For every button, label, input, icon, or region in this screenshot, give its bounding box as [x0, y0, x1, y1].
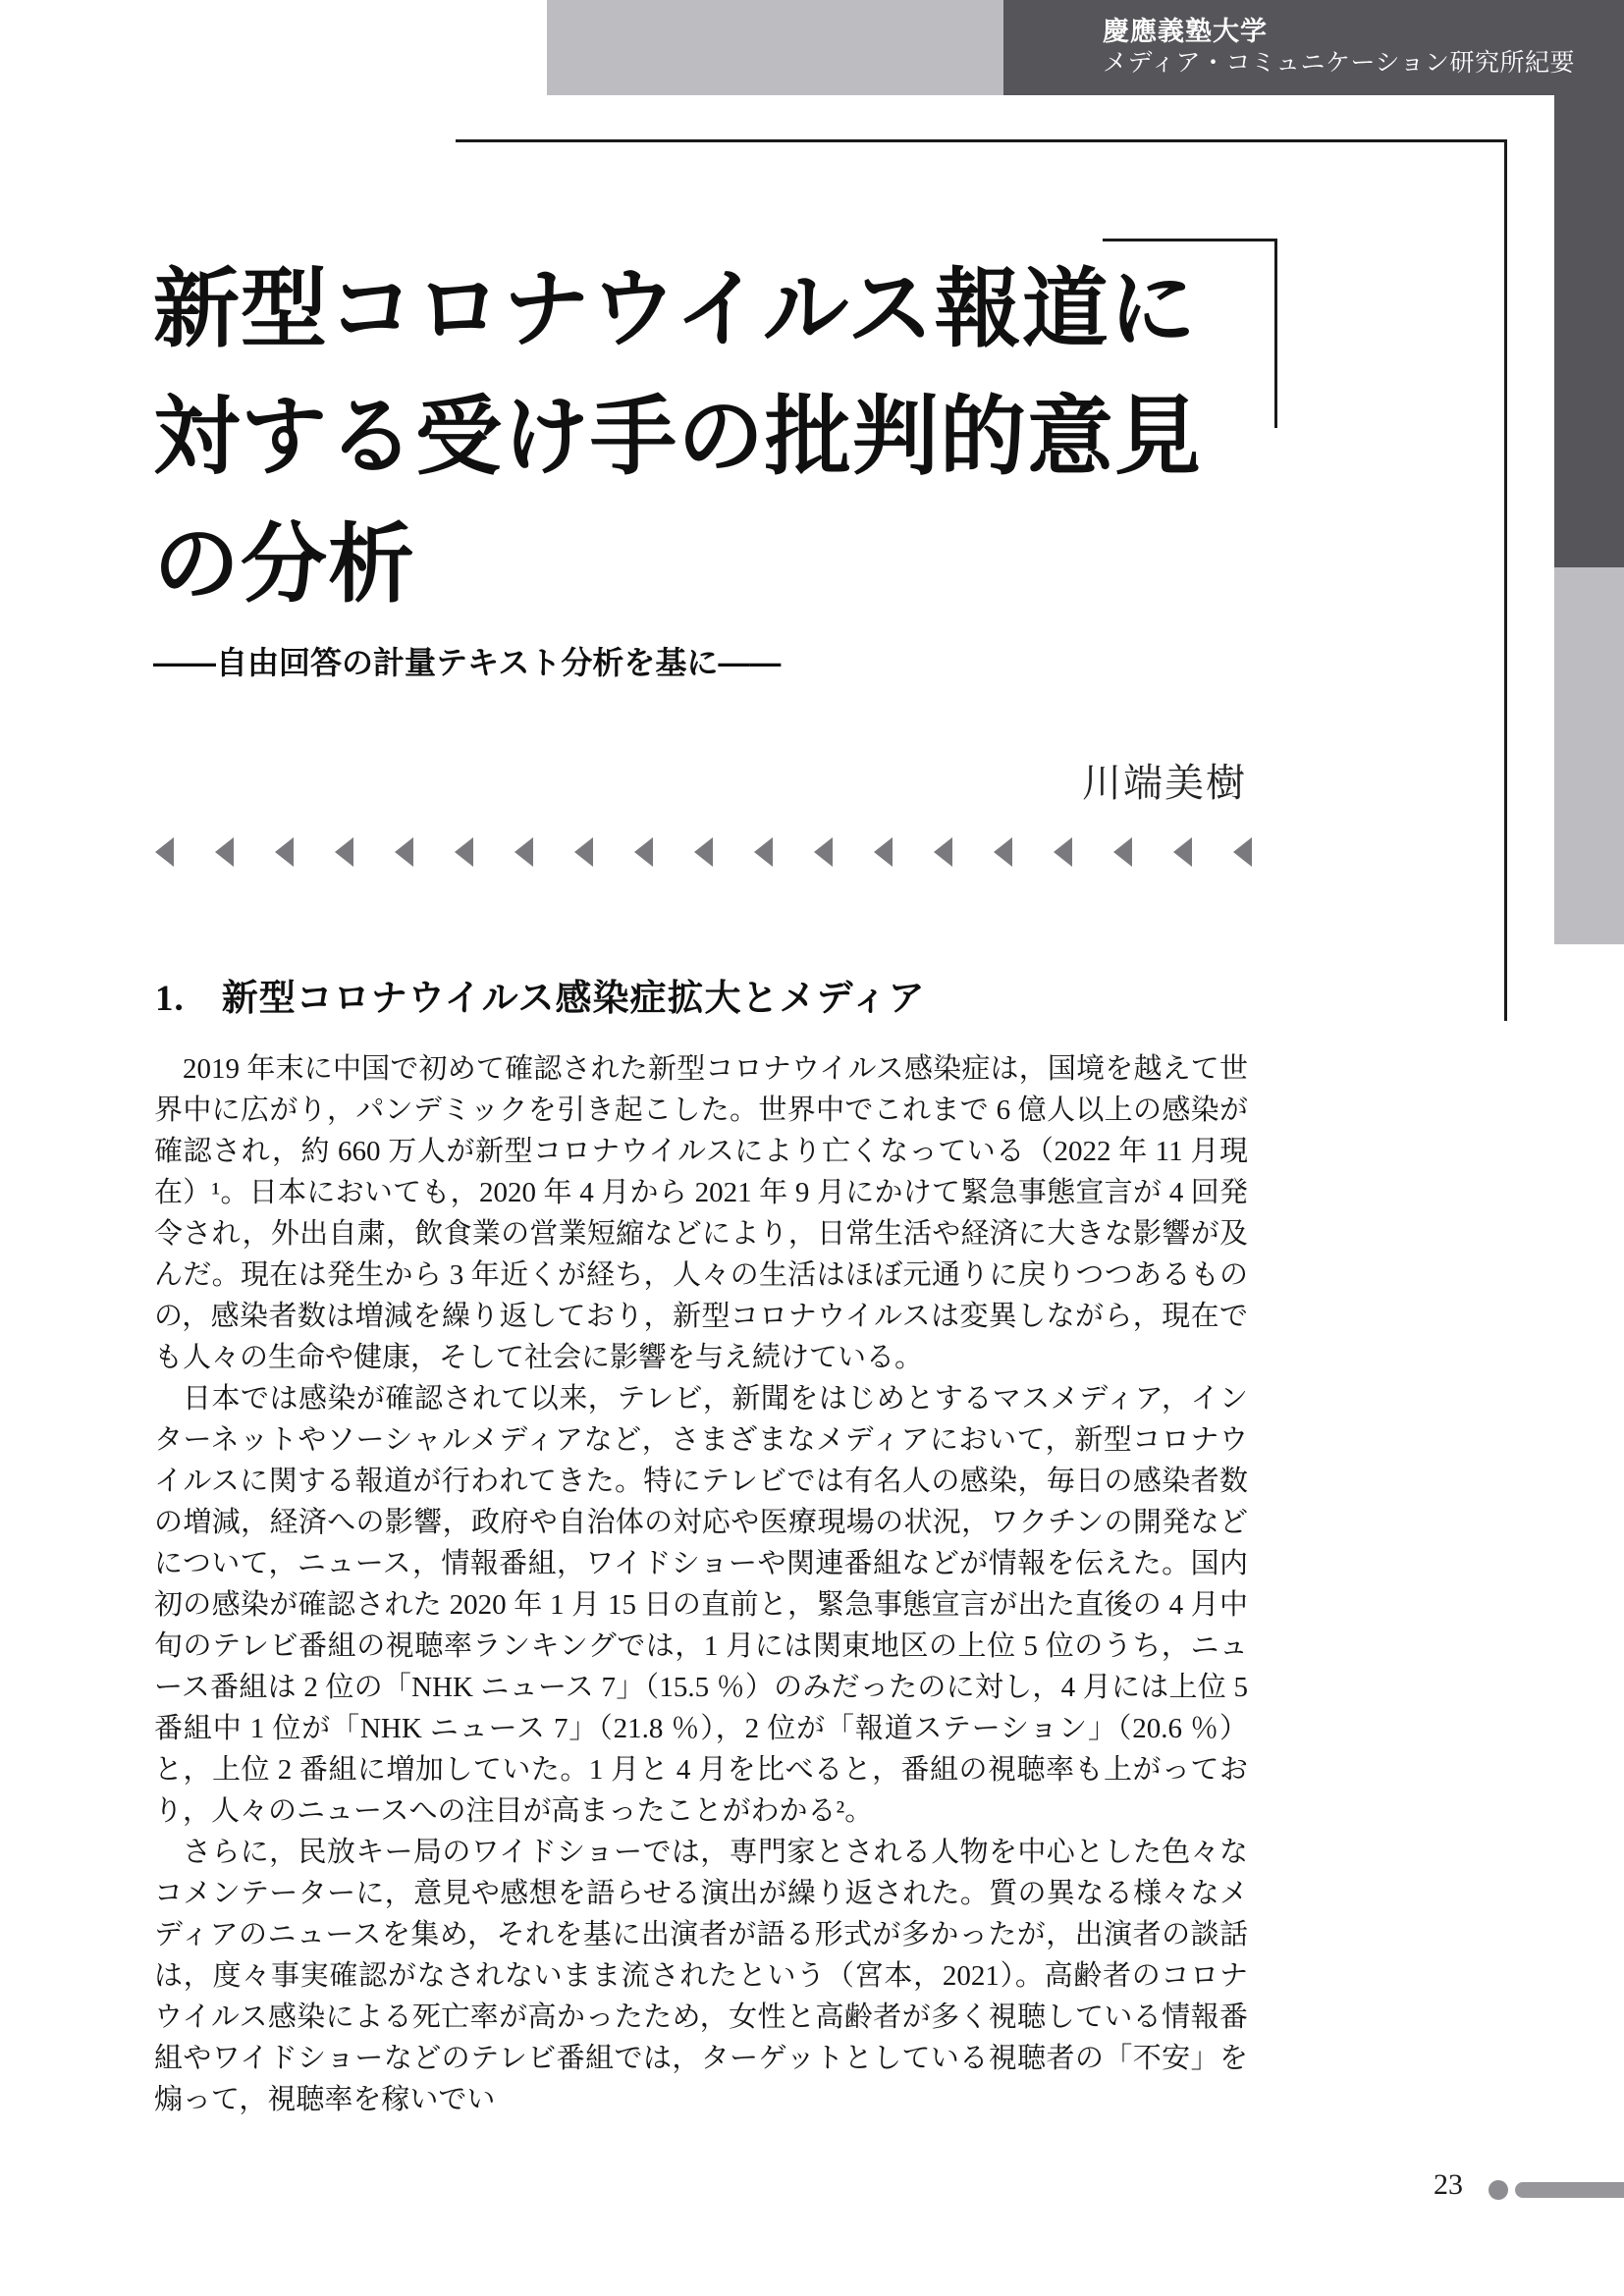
article-title	[153, 247, 1202, 630]
triangle-left-icon	[155, 837, 174, 867]
triangle-left-icon	[1054, 837, 1072, 867]
journal-header	[1103, 16, 1575, 79]
header-light-gray-block	[547, 0, 1003, 95]
article-title-line1: 新型コロナウイルス報道に	[153, 263, 1197, 358]
article-title-line2: 対する受け手の批判的意見	[153, 391, 1203, 486]
university-name: 慶應義塾大学	[1103, 17, 1268, 46]
paragraph: 日本では感染が確認されて以来，テレビ，新聞をはじめとするマスメディア，インターネットやソーシャルメディアなど，さまざまなメディアにおいて，新型コロナウイルスに関する報道が行われてきた。特にテレビでは有名人の感染，毎日の感染者数の増減，経済への影響，政府や自治体の対応や医療現場の状況，ワクチンの開発などについて，ニュース，情報番組，ワイドショーや関連番組などが情報を伝えた。国内初の感染が確認された 2020 年 1 月 15 日の直前と，緊急事態宣言が出た直後の 4 月中旬のテレビ番組の視聴率ランキングでは，1 月には関東地区の上位 5 位のうち，ニュース番組は 2 位の「NHK ニュース 7」（15.5 ％）のみだったのに対し，4 月には上位 5 番組中 1 位が「NHK ニュース 7」（21.8 ％），2 位が「報道ステーション」（20.6 ％）と，上位 2 番組に増加していた。1 月と 4 月を比べると，番組の視聴率も上がっており，人々のニュースへの注目が高まったことがわかる²。	[154, 1383, 1248, 1827]
triangle-left-icon	[275, 837, 294, 867]
right-rule	[1504, 139, 1507, 1021]
triangle-left-icon	[215, 837, 234, 867]
triangle-row	[155, 837, 1252, 867]
article-subtitle: ――自由回答の計量テキスト分析を基に――	[153, 645, 782, 680]
triangle-left-icon	[395, 837, 413, 867]
footer-bar-icon	[1515, 2182, 1624, 2198]
triangle-left-icon	[514, 837, 533, 867]
right-band-light	[1554, 567, 1624, 944]
article-title-line3: の分析	[153, 518, 416, 614]
triangle-left-icon	[754, 837, 773, 867]
triangle-left-icon	[335, 837, 353, 867]
title-bracket-horizontal	[1103, 239, 1277, 241]
triangle-left-icon	[1233, 837, 1252, 867]
author-name: 川端美樹	[1082, 762, 1247, 805]
section-heading: 1. 新型コロナウイルス感染症拡大とメディア	[155, 979, 926, 1019]
triangle-left-icon	[814, 837, 833, 867]
footer-dot-icon	[1489, 2180, 1508, 2200]
top-rule	[456, 139, 1507, 142]
triangle-left-icon	[934, 837, 952, 867]
title-bracket-vertical	[1274, 239, 1277, 428]
triangle-left-icon	[455, 837, 473, 867]
paragraph: さらに，民放キー局のワイドショーでは，専門家とされる人物を中心とした色々なコメンテーターに，意見や感想を語らせる演出が繰り返された。質の異なる様々なメディアのニュースを集め，それを基に出演者が語る形式が多かったが，出演者の談話は，度々事実確認がなされないまま流されたという（宮本，2021）。高齢者のコロナウイルス感染による死亡率が高かったため，女性と高齢者が多く視聴している情報番組やワイドショーなどのテレビ番組では，ターゲットとしている視聴者の「不安」を煽って，視聴率を稼いでい	[154, 1837, 1248, 2115]
triangle-left-icon	[634, 837, 653, 867]
institute-name: メディア・コミュニケーション研究所紀要	[1103, 49, 1576, 77]
triangle-left-icon	[574, 837, 593, 867]
page-number: 23	[1434, 2168, 1463, 2201]
right-band-dark	[1554, 0, 1624, 567]
triangle-left-icon	[694, 837, 713, 867]
body-text	[154, 1048, 1248, 2120]
triangle-left-icon	[994, 837, 1012, 867]
paragraph: 2019 年末に中国で初めて確認された新型コロナウイルス感染症は，国境を越えて世界中に広がり，パンデミックを引き起こした。世界中でこれまで 6 億人以上の感染が確認され，約 660 万人が新型コロナウイルスにより亡くなっている（2022 年 11 月現在）¹。日本においても，2020 年 4 月から 2021 年 9 月にかけて緊急事態宣言が 4 回発令され，外出自粛，飲食業の営業短縮などにより，日常生活や経済に大きな影響が及んだ。現在は発生から 3 年近くが経ち，人々の生活はほぼ元通りに戻りつつあるものの，感染者数は増減を繰り返しており，新型コロナウイルスは変異しながら，現在でも人々の生命や健康，そして社会に影響を与え続けている。	[154, 1053, 1248, 1373]
triangle-left-icon	[874, 837, 893, 867]
triangle-left-icon	[1173, 837, 1192, 867]
triangle-left-icon	[1113, 837, 1132, 867]
